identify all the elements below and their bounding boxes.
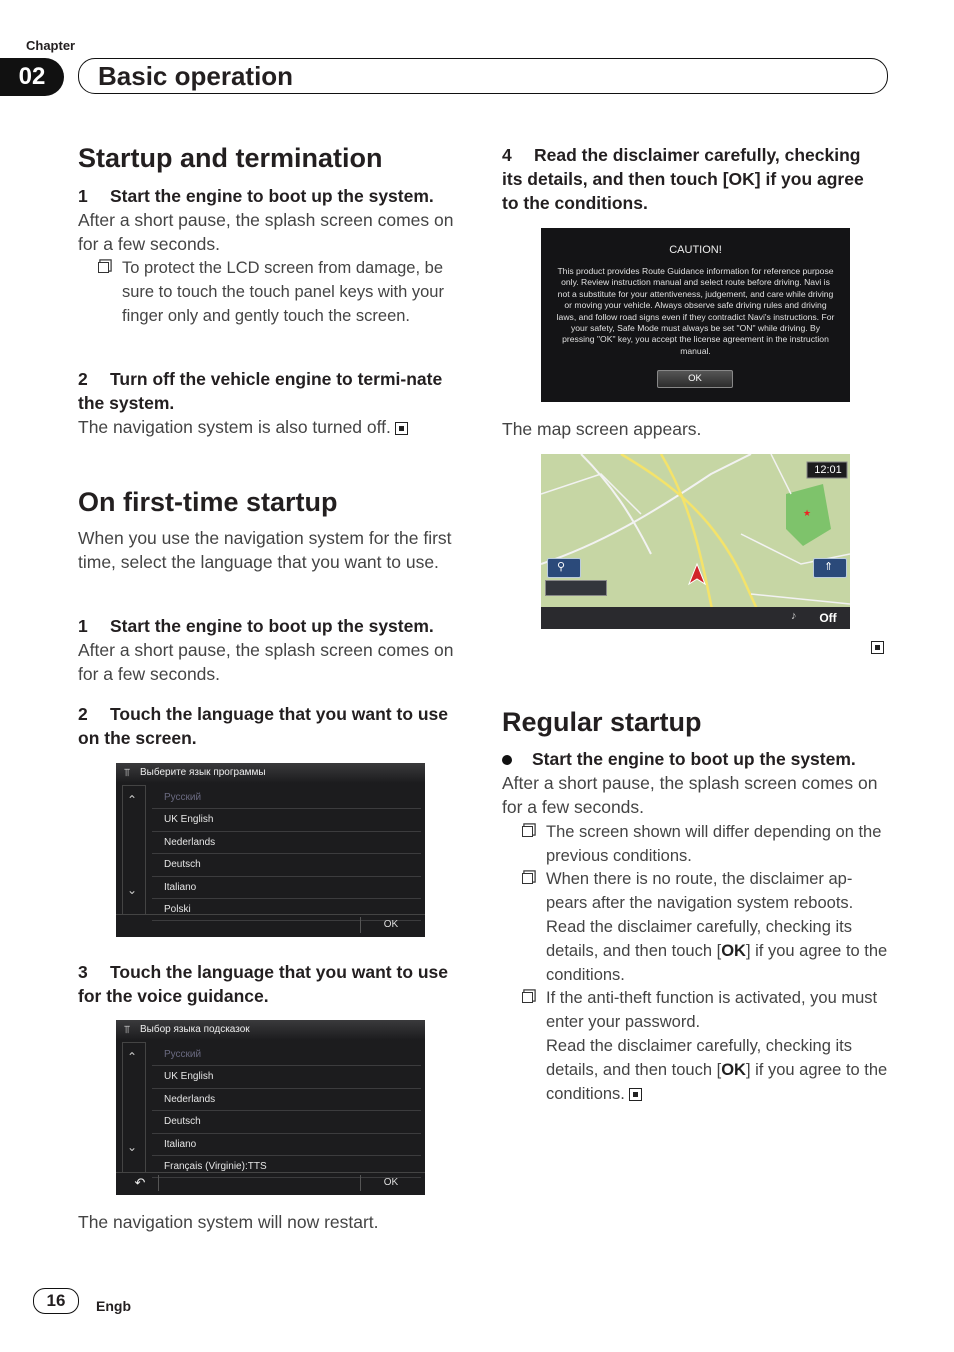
section-title-startup: Startup and termination xyxy=(78,143,383,173)
list-item[interactable]: UK English xyxy=(152,809,421,831)
caution-title: CAUTION! xyxy=(669,244,722,256)
first-time-intro: When you use the navigation system for the first time, select the language that you want to use. xyxy=(78,528,452,572)
step-text: Start the engine to boot up the system. xyxy=(110,616,434,636)
note-checkbox-icon xyxy=(522,826,533,837)
list-item[interactable]: UK English xyxy=(152,1066,421,1088)
search-icon: ⚲ xyxy=(557,561,566,573)
step-3-heading xyxy=(78,960,458,1008)
back-arrow-icon[interactable]: ↶ xyxy=(122,1175,159,1191)
list-item[interactable]: Polski xyxy=(152,899,421,921)
step-number: 4 xyxy=(502,145,512,165)
music-note-icon: ♪ xyxy=(791,610,797,622)
note-checkbox-icon xyxy=(522,992,533,1003)
note-text: Read the disclaimer carefully, checking its details, and then touch [ xyxy=(546,1037,852,1079)
up-arrow-icon: ⇑ xyxy=(824,561,834,573)
info-bar[interactable] xyxy=(545,580,607,596)
step-2-heading xyxy=(78,367,458,415)
search-button[interactable] xyxy=(547,558,581,578)
step-number: 2 xyxy=(78,704,88,724)
list-item[interactable]: Nederlands xyxy=(152,832,421,854)
voice-language-screen xyxy=(116,1020,425,1195)
step-number: 3 xyxy=(78,962,88,982)
note-screen-differ xyxy=(502,820,892,868)
note-text: If the anti-theft function is activated, you must enter your password. xyxy=(546,989,878,1031)
list-item[interactable]: Русский xyxy=(152,1044,421,1066)
step-text: Start the engine to boot up the system. xyxy=(532,749,856,769)
screen-title: Выберите язык программы xyxy=(116,763,425,783)
list-item[interactable]: Русский xyxy=(152,787,421,809)
list-item[interactable]: Nederlands xyxy=(152,1089,421,1111)
svg-text:★: ★ xyxy=(803,509,812,519)
bullet-body: After a short pause, the splash screen comes on for a few seconds. xyxy=(502,773,878,817)
section-title-first-time: On first-time startup xyxy=(78,487,338,517)
caution-screen xyxy=(541,228,850,402)
map-caption: The map screen appears. xyxy=(502,419,702,439)
ok-button[interactable]: OK xyxy=(360,1175,421,1191)
end-mark-icon xyxy=(871,641,884,654)
caution-text: This product provides Route Guidance information for reference purpose only. Review instruction manual and select route before driving. Navi is not a substitute for your attentiveness, judgement, and care while driving or moving your vehicle. Always observe safe driving rules and driving laws, and follow road signs even if they contradict Navi's instructions. For your safety, Safe Mode must always be set "ON" while driving. By pressing "OK" key, you accept the license agreement in the instruction manual. xyxy=(556,266,835,356)
scroll-up-icon[interactable]: ⌃ xyxy=(127,793,138,807)
language-code: Engb xyxy=(96,1298,131,1314)
ok-button[interactable]: OK xyxy=(360,917,421,933)
note-checkbox-icon xyxy=(522,873,533,884)
list-item[interactable]: Italiano xyxy=(152,1134,421,1156)
map-screen xyxy=(541,454,850,629)
step-1-body: After a short pause, the splash screen comes on for a few seconds. xyxy=(78,210,454,254)
note-lcd-protect xyxy=(78,256,468,328)
tuning-fork-icon: ⫪ xyxy=(124,1024,131,1036)
ok-word: OK xyxy=(721,1061,746,1079)
view-button[interactable] xyxy=(813,558,847,578)
list-item[interactable]: Deutsch xyxy=(152,854,421,876)
note-text: The screen shown will differ depending on the previous conditions. xyxy=(546,823,882,865)
step-text: Touch the language that you want to use on the screen. xyxy=(78,704,449,748)
note-text: Read the disclaimer carefully, checking its details, and then touch [ xyxy=(546,918,852,960)
off-button[interactable]: Off xyxy=(819,611,837,625)
tuning-fork-icon: ⫪ xyxy=(124,767,131,779)
step-number: 1 xyxy=(78,186,88,206)
scroll-down-icon[interactable]: ⌄ xyxy=(127,883,138,897)
scroll-up-icon[interactable]: ⌃ xyxy=(127,1050,138,1064)
step-2-heading xyxy=(78,702,458,750)
body-text: The navigation system is also turned off. xyxy=(78,417,391,437)
step-1-body: After a short pause, the splash screen comes on for a few seconds. xyxy=(78,640,454,684)
step-text: Read the disclaimer carefully, checking its details, and then touch [OK] if you agree to the conditions. xyxy=(502,145,864,213)
map-view[interactable] xyxy=(541,454,850,629)
scroll-down-icon[interactable]: ⌄ xyxy=(127,1140,138,1154)
language-select-screen xyxy=(116,763,425,937)
step-text: Turn off the vehicle engine to termi-nate the system. xyxy=(78,369,443,413)
note-anti-theft xyxy=(502,986,892,1106)
note-text: When there is no route, the disclaimer ap-pears after the navigation system reboots. xyxy=(546,870,854,912)
step-text: Start the engine to boot up the system. xyxy=(110,186,434,206)
screen-title: Выбор языка подсказок xyxy=(116,1020,425,1040)
chapter-label: Chapter xyxy=(26,38,76,53)
bullet-icon xyxy=(502,755,512,765)
step-number: 2 xyxy=(78,369,88,389)
end-mark xyxy=(871,639,884,657)
list-item[interactable]: Français (Virginie):TTS xyxy=(152,1156,421,1178)
note-no-route xyxy=(502,867,892,987)
page-number: 16 xyxy=(33,1288,79,1314)
step-1-heading xyxy=(78,184,468,208)
step-4-heading xyxy=(502,143,882,215)
list-item[interactable]: Deutsch xyxy=(152,1111,421,1133)
chapter-title: Basic operation xyxy=(98,61,294,91)
ok-button[interactable]: OK xyxy=(657,370,733,388)
language-list xyxy=(152,787,421,921)
note-text: To protect the LCD screen from damage, be sure to touch the touch panel keys with your finger only and gently touch the screen. xyxy=(122,259,444,325)
note-text: ] if you agree to the conditions. xyxy=(546,942,888,984)
end-mark-icon xyxy=(395,422,408,435)
section-title-regular: Regular startup xyxy=(502,707,702,737)
ok-word: OK xyxy=(721,942,746,960)
language-list xyxy=(152,1044,421,1178)
note-checkbox-icon xyxy=(98,262,109,273)
note-text: ] if you agree to the conditions. xyxy=(546,1061,888,1103)
end-mark-icon xyxy=(629,1088,642,1101)
clock: 12:01 xyxy=(814,464,842,476)
step-1-heading xyxy=(78,614,468,638)
step-2-body xyxy=(78,415,478,439)
restart-note: The navigation system will now restart. xyxy=(78,1212,379,1232)
chapter-number-tab: 02 xyxy=(0,58,64,96)
step-number: 1 xyxy=(78,616,88,636)
step-text: Touch the language that you want to use for the voice guidance. xyxy=(78,962,449,1006)
list-item[interactable]: Italiano xyxy=(152,877,421,899)
bullet-heading xyxy=(502,747,902,771)
